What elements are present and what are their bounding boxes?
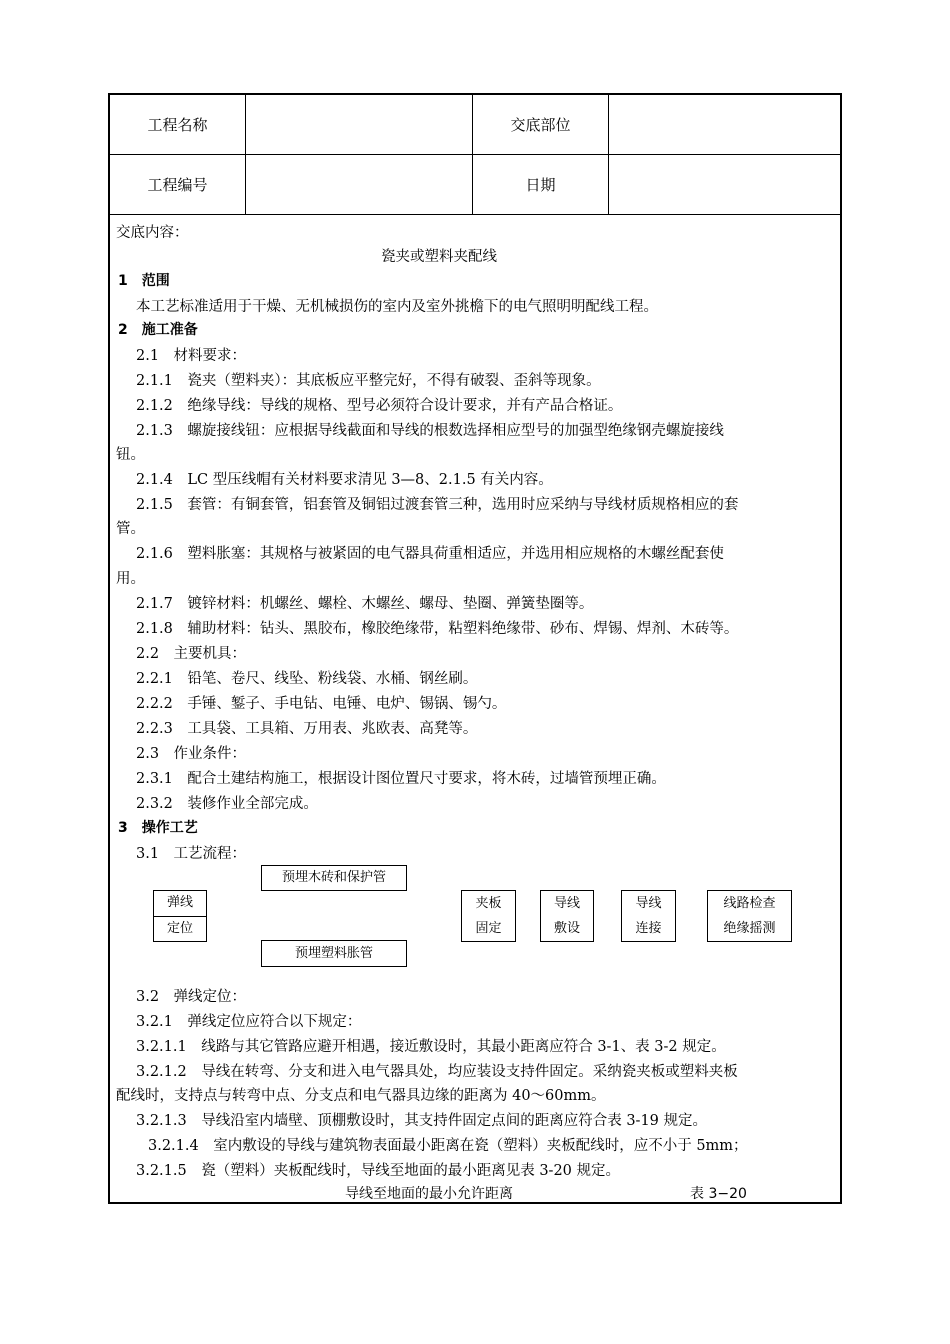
text-line: 配线时，支持点与转弯中点、分支点和电气器具边缘的距离为 40～60mm。 bbox=[116, 1088, 606, 1104]
text-line: 3.2.1.1 线路与其它管路应避开相遇，接近敷设时，其最小距离应符合 3-1、表 3-2 规定。 bbox=[136, 1039, 726, 1055]
flow-label: 定位 bbox=[154, 916, 206, 942]
header-table bbox=[110, 95, 840, 215]
text-line: 3.2.1 弹线定位应符合以下规定： bbox=[136, 1014, 362, 1030]
content-intro: 交底内容： bbox=[116, 225, 189, 241]
text-line: 2.1.6 塑料胀塞：其规格与被紧固的电气器具荷重相适应，并选用相应规格的木螺丝配套使 bbox=[136, 546, 724, 562]
text-line: 2.3 作业条件： bbox=[136, 746, 247, 762]
flow-box-inspect bbox=[707, 890, 792, 942]
flow-label: 固定 bbox=[475, 920, 502, 936]
text-line: 管。 bbox=[116, 521, 145, 537]
flow-label: 线路检查 bbox=[723, 895, 776, 911]
flow-label: 导线 bbox=[635, 895, 662, 911]
text-line: 钮。 bbox=[116, 447, 145, 463]
text-line: 2.1.4 LC 型压线帽有关材料要求清见 3—8、2.1.5 有关内容。 bbox=[136, 472, 553, 488]
flow-box-embed-plug bbox=[261, 940, 407, 967]
text-line: 3.2.1.3 导线沿室内墙壁、顶棚敷设时，其支持件固定点间的距离应符合表 3-19 规定。 bbox=[136, 1113, 708, 1129]
location-value[interactable] bbox=[609, 95, 840, 155]
text-line: 2.1 材料要求： bbox=[136, 348, 247, 364]
location-label: 交底部位 bbox=[473, 95, 609, 155]
flow-box-embed-brick bbox=[261, 865, 407, 891]
text-line: 3.2.1.2 导线在转弯、分支和进入电气器具处，均应装设支持件固定。采纳瓷夹板或塑料夹板 bbox=[136, 1064, 738, 1080]
heading-process: 3 操作工艺 bbox=[118, 820, 198, 836]
date-value[interactable] bbox=[609, 155, 840, 215]
flow-box-clip-fix bbox=[461, 890, 516, 942]
text-line: 3.2 弹线定位： bbox=[136, 989, 247, 1005]
table-number: 表 3−20 bbox=[690, 1186, 747, 1202]
flow-label: 弹线 bbox=[166, 895, 193, 910]
flow-label: 预埋木砖和保护管 bbox=[281, 870, 386, 885]
flow-label: 夹板 bbox=[475, 895, 502, 911]
project-name-value[interactable] bbox=[246, 95, 473, 155]
flow-label: 导线 bbox=[553, 895, 580, 911]
text-line: 2.2 主要机具： bbox=[136, 646, 247, 662]
flow-box-mark-line bbox=[153, 890, 207, 942]
flow-label: 敷设 bbox=[553, 920, 580, 936]
text-line: 2.1.7 镀锌材料：机螺丝、螺栓、木螺丝、螺母、垫圈、弹簧垫圈等。 bbox=[136, 596, 594, 612]
project-no-label: 工程编号 bbox=[110, 155, 246, 215]
text-line: 2.2.2 手锤、錾子、手电钻、电锤、电炉、锡锅、锡勺。 bbox=[136, 696, 507, 712]
text-line: 2.1.2 绝缘导线：导线的规格、型号必须符合设计要求，并有产品合格证。 bbox=[136, 398, 623, 414]
text-line: 3.2.1.4 室内敷设的导线与建筑物表面最小距离在瓷（塑料）夹板配线时，应不小于 5mm； bbox=[148, 1138, 748, 1154]
text-line: 2.1.8 辅助材料：钻头、黑胶布，橡胶绝缘带，粘塑料绝缘带、砂布、焊锡、焊剂、木砖等。 bbox=[136, 621, 739, 637]
text-line: 2.1.5 套管：有铜套管，铝套管及铜铝过渡套管三种，选用时应采纳与导线材质规格相应的套 bbox=[136, 497, 739, 513]
document-frame bbox=[108, 93, 842, 1204]
table-title: 导线至地面的最小允许距离 bbox=[345, 1186, 513, 1202]
text-line: 3.2.1.5 瓷（塑料）夹板配线时，导线至地面的最小距离见表 3-20 规定。 bbox=[136, 1163, 621, 1179]
project-name-label: 工程名称 bbox=[110, 95, 246, 155]
text-line: 2.3.2 装修作业全部完成。 bbox=[136, 796, 318, 812]
heading-scope: 1 范围 bbox=[118, 273, 170, 289]
section-title: 瓷夹或塑料夹配线 bbox=[381, 249, 497, 265]
flow-label: 预埋塑料胀管 bbox=[294, 945, 373, 961]
flow-label: 绝缘摇测 bbox=[723, 920, 776, 936]
flow-label: 连接 bbox=[635, 920, 662, 936]
text-line: 本工艺标准适用于干燥、无机械损伤的室内及室外挑檐下的电气照明明配线工程。 bbox=[136, 299, 658, 315]
date-label: 日期 bbox=[473, 155, 609, 215]
heading-prep: 2 施工准备 bbox=[118, 322, 198, 338]
text-line: 2.2.1 铅笔、卷尺、线坠、粉线袋、水桶、钢丝刷。 bbox=[136, 671, 478, 687]
text-line: 用。 bbox=[116, 571, 145, 587]
flow-box-wire-connect bbox=[621, 890, 676, 942]
text-line: 2.2.3 工具袋、工具箱、万用表、兆欧表、高凳等。 bbox=[136, 721, 478, 737]
project-no-value[interactable] bbox=[246, 155, 473, 215]
flow-box-wire-lay bbox=[540, 890, 594, 942]
text-line: 3.1 工艺流程： bbox=[136, 846, 247, 862]
text-line: 2.3.1 配合土建结构施工，根据设计图位置尺寸要求，将木砖，过墙管预埋正确。 bbox=[136, 771, 666, 787]
text-line: 2.1.1 瓷夹（塑料夹）：其底板应平整完好，不得有破裂、歪斜等现象。 bbox=[136, 373, 601, 389]
text-line: 2.1.3 螺旋接线钮：应根据导线截面和导线的根数选择相应型号的加强型绝缘钢壳螺旋接线 bbox=[136, 423, 724, 439]
